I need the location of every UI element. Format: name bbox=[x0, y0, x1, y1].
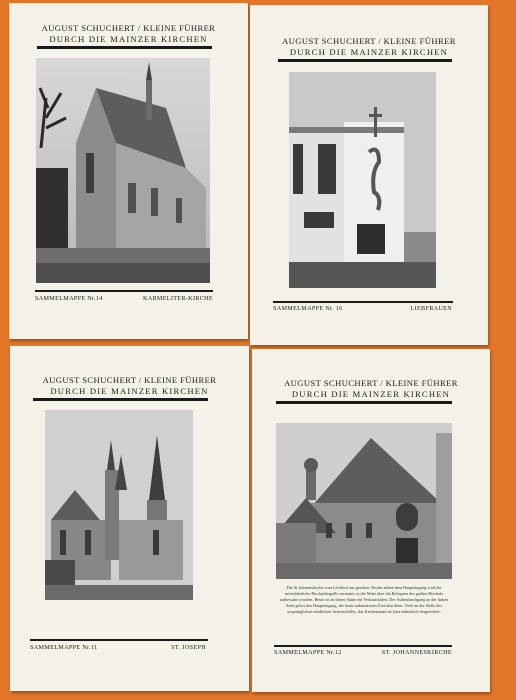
header-rule bbox=[37, 46, 212, 49]
booklet-header-line2: DURCH DIE MAINZER KIRCHEN bbox=[289, 47, 449, 57]
booklet-karmeliter bbox=[9, 3, 248, 339]
header-rule bbox=[33, 398, 208, 401]
series-label: SAMMELMAPPE Nr.14 bbox=[35, 295, 103, 302]
booklet-header-line1: AUGUST SCHUCHERT / KLEINE FÜHRER bbox=[42, 375, 217, 385]
photo-description: Die St.Johanniskirche vom Leichhof aus gesehen. Rechts neben dem Haupteingang wird die mittelalterliche Bischofskapelle vermutet, in der Mitte über die Reliquien des großen Bischofs aufbewahrt wurden. Heute ist an dieser Stätte ein Verkaufsladen. Der Außendurchgang an der linken Seite gebot den Haupteingang, der heute unbenutztem Zwecken dient. Tiefe an der Stelle des ursprünglichen nördlichen Seitenschiffes, das Kirchenraum ist jetzt einheitlich hergerichtet. bbox=[279, 585, 449, 614]
header-rule bbox=[276, 401, 452, 404]
footer-rule bbox=[30, 639, 208, 641]
series-label: SAMMELMAPPE Nr. 16 bbox=[273, 305, 343, 312]
footer-rule bbox=[35, 290, 213, 292]
series-label: SAMMELMAPPE Nr.12 bbox=[274, 649, 342, 656]
booklet-header-line1: AUGUST SCHUCHERT / KLEINE FÜHRER bbox=[282, 36, 456, 46]
church-name: ST. JOSEPH bbox=[171, 644, 206, 651]
church-name: ST. JOHANNESKIRCHE bbox=[381, 649, 452, 656]
booklet-header-line2: DURCH DIE MAINZER KIRCHEN bbox=[49, 34, 208, 44]
church-photo-liebfrauen bbox=[289, 72, 436, 288]
church-photo-st-joseph bbox=[45, 410, 193, 600]
booklet-st-johannes bbox=[252, 349, 490, 692]
series-label: SAMMELMAPPE Nr.11 bbox=[30, 644, 98, 651]
church-name: LIEBFRAUEN bbox=[410, 305, 452, 312]
church-photo-karmeliter bbox=[36, 58, 210, 283]
church-name: KARMELITER-KIRCHE bbox=[142, 295, 213, 302]
booklet-header-line1: AUGUST SCHUCHERT / KLEINE FÜHRER bbox=[41, 23, 216, 33]
booklet-header-line1: AUGUST SCHUCHERT / KLEINE FÜHRER bbox=[284, 378, 458, 388]
booklet-header-line2: DURCH DIE MAINZER KIRCHEN bbox=[50, 386, 209, 396]
header-rule bbox=[278, 59, 452, 62]
church-photo-st-johannes bbox=[276, 423, 452, 579]
booklet-liebfrauen bbox=[250, 5, 488, 345]
booklet-header-line2: DURCH DIE MAINZER KIRCHEN bbox=[291, 389, 451, 399]
booklet-st-joseph bbox=[10, 346, 249, 691]
footer-rule bbox=[273, 301, 453, 303]
footer-rule bbox=[274, 645, 452, 647]
